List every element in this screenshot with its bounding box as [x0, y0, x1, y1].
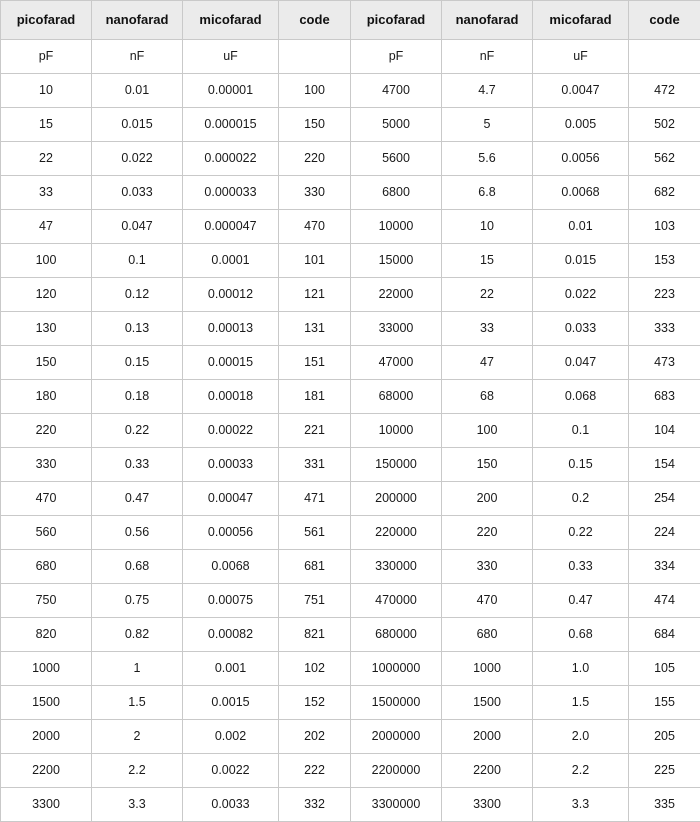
data-cell: 205	[629, 720, 700, 754]
data-cell: 0.002	[183, 720, 279, 754]
data-cell: 2200000	[351, 754, 442, 788]
data-cell: 10	[1, 74, 92, 108]
data-cell: 180	[1, 380, 92, 414]
unit-cell: nF	[92, 40, 183, 74]
data-cell: 220	[442, 516, 533, 550]
data-cell: 330	[279, 176, 351, 210]
data-cell: 0.0056	[533, 142, 629, 176]
table-header	[1, 1, 700, 40]
data-cell: 100	[1, 244, 92, 278]
data-cell: 0.0022	[183, 754, 279, 788]
data-cell: 10	[442, 210, 533, 244]
data-cell: 4.7	[442, 74, 533, 108]
data-cell: 3.3	[533, 788, 629, 822]
data-cell: 0.00075	[183, 584, 279, 618]
data-cell: 6800	[351, 176, 442, 210]
data-cell: 0.00022	[183, 414, 279, 448]
data-cell: 0.033	[92, 176, 183, 210]
data-cell: 0.033	[533, 312, 629, 346]
data-cell: 223	[629, 278, 700, 312]
data-cell: 10000	[351, 414, 442, 448]
table-row	[1, 244, 700, 278]
data-cell: 335	[629, 788, 700, 822]
data-cell: 470	[1, 482, 92, 516]
table-row	[1, 516, 700, 550]
column-header: micofarad	[183, 1, 279, 40]
data-cell: 0.0047	[533, 74, 629, 108]
data-cell: 0.015	[92, 108, 183, 142]
data-cell: 1500000	[351, 686, 442, 720]
data-cell: 0.00013	[183, 312, 279, 346]
table-row	[1, 142, 700, 176]
table-row	[1, 482, 700, 516]
data-cell: 130	[1, 312, 92, 346]
data-cell: 121	[279, 278, 351, 312]
data-cell: 181	[279, 380, 351, 414]
data-cell: 0.00012	[183, 278, 279, 312]
data-cell: 1500	[442, 686, 533, 720]
data-cell: 330	[1, 448, 92, 482]
data-cell: 3.3	[92, 788, 183, 822]
data-cell: 472	[629, 74, 700, 108]
data-cell: 1.5	[533, 686, 629, 720]
data-cell: 502	[629, 108, 700, 142]
data-cell: 68000	[351, 380, 442, 414]
data-cell: 154	[629, 448, 700, 482]
table-row	[1, 312, 700, 346]
table-row	[1, 618, 700, 652]
data-cell: 0.022	[92, 142, 183, 176]
column-header: code	[279, 1, 351, 40]
data-cell: 3300000	[351, 788, 442, 822]
data-cell: 200	[442, 482, 533, 516]
data-cell: 684	[629, 618, 700, 652]
data-cell: 15000	[351, 244, 442, 278]
data-cell: 680	[1, 550, 92, 584]
data-cell: 2000	[1, 720, 92, 754]
data-cell: 33000	[351, 312, 442, 346]
data-cell: 331	[279, 448, 351, 482]
data-cell: 0.75	[92, 584, 183, 618]
unit-row	[1, 40, 700, 74]
data-cell: 0.56	[92, 516, 183, 550]
data-cell: 0.15	[92, 346, 183, 380]
data-cell: 0.047	[533, 346, 629, 380]
data-cell: 10000	[351, 210, 442, 244]
data-cell: 0.068	[533, 380, 629, 414]
column-header: picofarad	[1, 1, 92, 40]
data-cell: 562	[629, 142, 700, 176]
data-cell: 0.000022	[183, 142, 279, 176]
unit-cell: nF	[442, 40, 533, 74]
table-row	[1, 550, 700, 584]
data-cell: 330	[442, 550, 533, 584]
data-cell: 0.47	[533, 584, 629, 618]
data-cell: 150	[442, 448, 533, 482]
data-cell: 0.15	[533, 448, 629, 482]
data-cell: 0.00082	[183, 618, 279, 652]
data-cell: 470	[442, 584, 533, 618]
data-cell: 2200	[442, 754, 533, 788]
table-row	[1, 176, 700, 210]
data-cell: 0.0033	[183, 788, 279, 822]
data-cell: 47	[442, 346, 533, 380]
data-cell: 100	[279, 74, 351, 108]
data-cell: 1.5	[92, 686, 183, 720]
table-row	[1, 414, 700, 448]
data-cell: 0.01	[92, 74, 183, 108]
data-cell: 333	[629, 312, 700, 346]
data-cell: 2.2	[533, 754, 629, 788]
data-cell: 751	[279, 584, 351, 618]
data-cell: 470000	[351, 584, 442, 618]
data-cell: 0.22	[92, 414, 183, 448]
data-cell: 332	[279, 788, 351, 822]
data-cell: 4700	[351, 74, 442, 108]
data-cell: 254	[629, 482, 700, 516]
data-cell: 225	[629, 754, 700, 788]
data-cell: 5000	[351, 108, 442, 142]
data-cell: 100	[442, 414, 533, 448]
column-header: micofarad	[533, 1, 629, 40]
data-cell: 560	[1, 516, 92, 550]
header-row	[1, 1, 700, 40]
table-row	[1, 210, 700, 244]
data-cell: 1000	[442, 652, 533, 686]
data-cell: 47000	[351, 346, 442, 380]
data-cell: 471	[279, 482, 351, 516]
data-cell: 750	[1, 584, 92, 618]
data-cell: 153	[629, 244, 700, 278]
data-cell: 150	[1, 346, 92, 380]
data-cell: 0.00056	[183, 516, 279, 550]
table-row	[1, 584, 700, 618]
column-header: code	[629, 1, 700, 40]
data-cell: 150	[279, 108, 351, 142]
data-cell: 334	[629, 550, 700, 584]
unit-cell	[629, 40, 700, 74]
data-cell: 0.68	[92, 550, 183, 584]
data-cell: 103	[629, 210, 700, 244]
data-cell: 473	[629, 346, 700, 380]
data-cell: 0.47	[92, 482, 183, 516]
data-cell: 0.68	[533, 618, 629, 652]
data-cell: 0.33	[92, 448, 183, 482]
data-cell: 0.0068	[533, 176, 629, 210]
data-cell: 0.001	[183, 652, 279, 686]
table-row	[1, 788, 700, 822]
data-cell: 0.005	[533, 108, 629, 142]
data-cell: 0.2	[533, 482, 629, 516]
data-cell: 0.18	[92, 380, 183, 414]
table-row	[1, 74, 700, 108]
unit-cell	[279, 40, 351, 74]
data-cell: 0.1	[533, 414, 629, 448]
data-cell: 0.33	[533, 550, 629, 584]
data-cell: 0.00015	[183, 346, 279, 380]
column-header: nanofarad	[92, 1, 183, 40]
data-cell: 101	[279, 244, 351, 278]
data-cell: 0.022	[533, 278, 629, 312]
data-cell: 0.000047	[183, 210, 279, 244]
data-cell: 102	[279, 652, 351, 686]
data-cell: 2000	[442, 720, 533, 754]
data-cell: 200000	[351, 482, 442, 516]
data-cell: 0.015	[533, 244, 629, 278]
data-cell: 680	[442, 618, 533, 652]
data-cell: 821	[279, 618, 351, 652]
data-cell: 0.13	[92, 312, 183, 346]
data-cell: 220	[1, 414, 92, 448]
data-cell: 0.82	[92, 618, 183, 652]
data-cell: 22	[1, 142, 92, 176]
table-row	[1, 720, 700, 754]
data-cell: 104	[629, 414, 700, 448]
data-cell: 47	[1, 210, 92, 244]
data-cell: 221	[279, 414, 351, 448]
data-cell: 683	[629, 380, 700, 414]
data-cell: 151	[279, 346, 351, 380]
data-cell: 0.01	[533, 210, 629, 244]
data-cell: 682	[629, 176, 700, 210]
data-cell: 0.00018	[183, 380, 279, 414]
data-cell: 0.047	[92, 210, 183, 244]
data-cell: 131	[279, 312, 351, 346]
column-header: picofarad	[351, 1, 442, 40]
data-cell: 561	[279, 516, 351, 550]
data-cell: 0.00033	[183, 448, 279, 482]
data-cell: 220000	[351, 516, 442, 550]
data-cell: 820	[1, 618, 92, 652]
data-cell: 1500	[1, 686, 92, 720]
data-cell: 680000	[351, 618, 442, 652]
data-cell: 68	[442, 380, 533, 414]
data-cell: 330000	[351, 550, 442, 584]
data-cell: 2	[92, 720, 183, 754]
data-cell: 2000000	[351, 720, 442, 754]
data-cell: 5	[442, 108, 533, 142]
data-cell: 22	[442, 278, 533, 312]
data-cell: 33	[442, 312, 533, 346]
data-cell: 120	[1, 278, 92, 312]
data-cell: 470	[279, 210, 351, 244]
data-cell: 0.12	[92, 278, 183, 312]
data-cell: 224	[629, 516, 700, 550]
data-cell: 5.6	[442, 142, 533, 176]
data-cell: 5600	[351, 142, 442, 176]
data-cell: 1.0	[533, 652, 629, 686]
table-row	[1, 686, 700, 720]
data-cell: 155	[629, 686, 700, 720]
unit-cell: pF	[1, 40, 92, 74]
unit-cell: pF	[351, 40, 442, 74]
table-row	[1, 346, 700, 380]
table-row	[1, 278, 700, 312]
data-cell: 220	[279, 142, 351, 176]
column-header: nanofarad	[442, 1, 533, 40]
table-row	[1, 380, 700, 414]
table-row	[1, 108, 700, 142]
data-cell: 15	[442, 244, 533, 278]
data-cell: 0.0068	[183, 550, 279, 584]
data-cell: 15	[1, 108, 92, 142]
data-cell: 222	[279, 754, 351, 788]
data-cell: 150000	[351, 448, 442, 482]
data-cell: 33	[1, 176, 92, 210]
data-cell: 0.00001	[183, 74, 279, 108]
data-cell: 474	[629, 584, 700, 618]
data-cell: 22000	[351, 278, 442, 312]
data-cell: 0.1	[92, 244, 183, 278]
table-row	[1, 448, 700, 482]
data-cell: 2.2	[92, 754, 183, 788]
data-cell: 105	[629, 652, 700, 686]
data-cell: 0.00047	[183, 482, 279, 516]
data-cell: 0.0015	[183, 686, 279, 720]
table-row	[1, 652, 700, 686]
unit-cell: uF	[533, 40, 629, 74]
table-row	[1, 754, 700, 788]
data-cell: 681	[279, 550, 351, 584]
unit-cell: uF	[183, 40, 279, 74]
data-cell: 0.22	[533, 516, 629, 550]
data-cell: 0.0001	[183, 244, 279, 278]
data-cell: 3300	[442, 788, 533, 822]
table-body	[1, 40, 700, 822]
data-cell: 0.000033	[183, 176, 279, 210]
data-cell: 152	[279, 686, 351, 720]
data-cell: 202	[279, 720, 351, 754]
data-cell: 1000	[1, 652, 92, 686]
data-cell: 2.0	[533, 720, 629, 754]
data-cell: 1	[92, 652, 183, 686]
data-cell: 0.000015	[183, 108, 279, 142]
data-cell: 3300	[1, 788, 92, 822]
data-cell: 1000000	[351, 652, 442, 686]
data-cell: 6.8	[442, 176, 533, 210]
data-cell: 2200	[1, 754, 92, 788]
